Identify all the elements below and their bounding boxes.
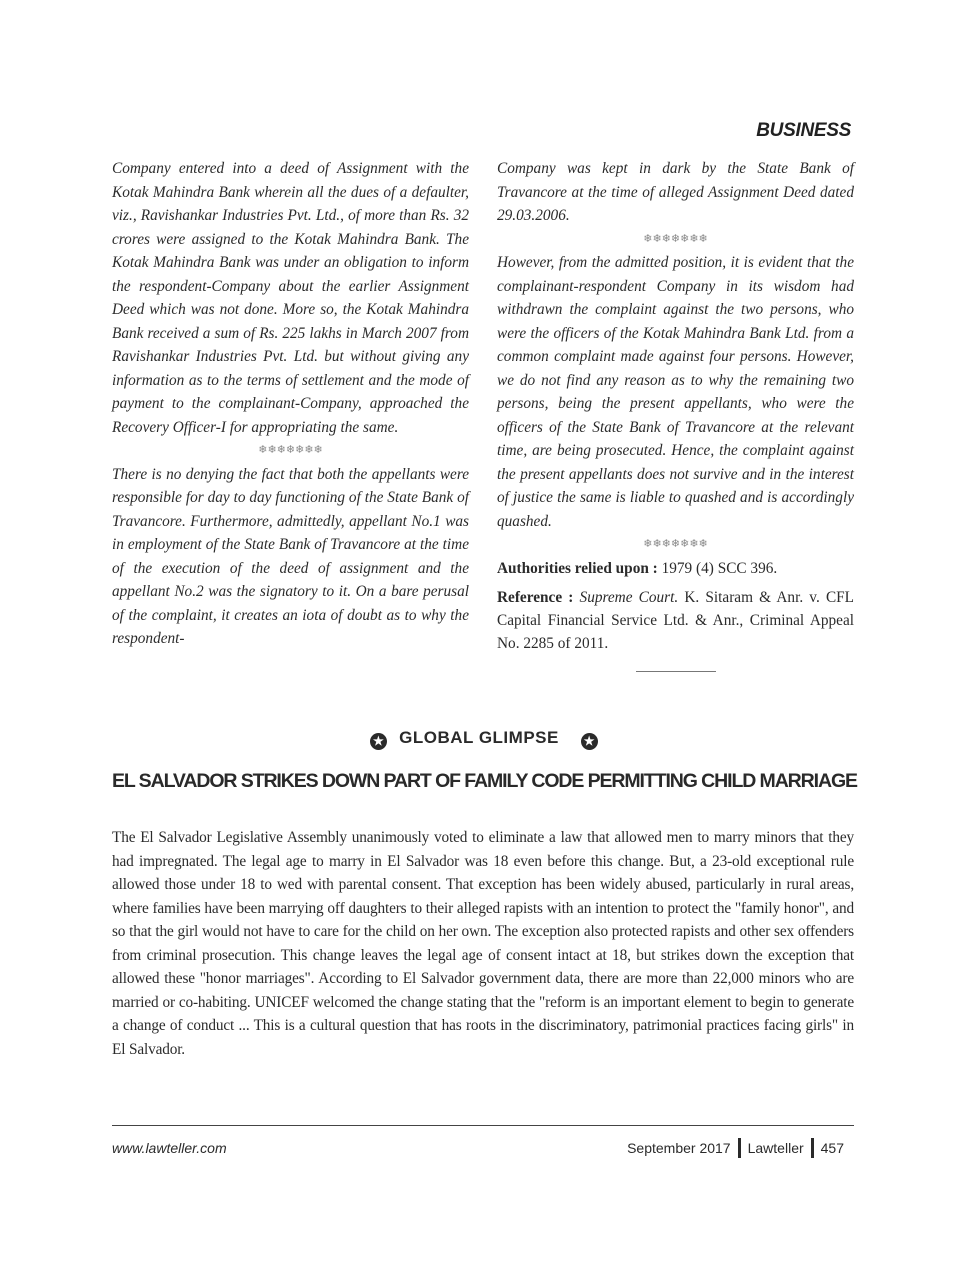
separator-ornament: ❄❄❄❄❄❄❄ bbox=[643, 232, 708, 245]
footer-separator-bar bbox=[738, 1138, 741, 1158]
section-label: BUSINESS bbox=[756, 120, 851, 141]
article-headline: EL SALVADOR STRIKES DOWN PART OF FAMILY CODE PERMITTING CHILD MARRIAGE bbox=[112, 770, 857, 792]
reference-value: K. Sitaram & Anr. v. CFL Capital Financial Service Ltd. & Anr., Criminal Appeal No. 2285 of 2011. bbox=[497, 588, 855, 652]
left-paragraph-2: There is no denying the fact that both the appellants were responsible for day to day functioning of the State Bank of Travancore. Furthermore, admittedly, appellant No.1 was in employment of the State Bank of Travancore at the time of the execution of the deed of assignment and the appellant No.2 was the signatory to it. On a bare perusal of the complaint, it creates an iota of doubt as to why the respondent- bbox=[112, 465, 469, 647]
global-glimpse-banner bbox=[0, 728, 968, 750]
star-icon: ★ bbox=[581, 733, 598, 750]
right-column bbox=[497, 157, 854, 672]
authorities-label: Authorities relied upon : bbox=[497, 559, 658, 577]
footer-issue-info bbox=[627, 1138, 844, 1158]
separator-ornament: ❄❄❄❄❄❄❄ bbox=[258, 444, 323, 456]
article-body: The El Salvador Legislative Assembly unanimously voted to eliminate a law that allowed men to marry minors that they had impregnated. The legal age to marry in El Salvador was 18 even before this change. But, a 23-old exceptional rule allowed those under 18 to wed with parental consent. That exception has been widely abused, particularly in rural areas, where families have been marrying off daughters to their alleged rapists with an intention to protect the "family honor", and so that the girl would not have to care for the child on her own. The exception also protected rapists and other sex offenders from criminal prosecution. This change leaves the legal age of consent intact at 18, but strikes down the exception that allowed these "honor marriages". According to El Salvador government data, there are more than 22,000 minors who are married or co-habiting. UNICEF welcomed the change stating that the "reform is an important element to begin to generate a change of conduct ... This is a cultural question that has roots in the discriminatory, patrimonial practices facing girls" in El Salvador. bbox=[112, 829, 854, 1058]
star-icon: ★ bbox=[370, 733, 387, 750]
authorities-value: 1979 (4) SCC 396. bbox=[661, 559, 778, 577]
left-paragraph-1: Company entered into a deed of Assignment with the Kotak Mahindra Bank wherein all the dues of a defaulter, viz., Ravishankar Industries Pvt. Ltd., of more than Rs. 32 crores were assigned to the Kotak Mahindra Bank. The Kotak Mahindra Bank was under an obligation to inform the respondent-Company about the earlier Assignment Deed which was not done. More so, the Kotak Mahindra Bank received a sum of Rs. 225 lakhs in March 2007 from Ravishankar Industries Pvt. Ltd. but without giving any information as to the terms of settlement and the mode of payment to the complainant-Company, approached the Recovery Officer-I for appropriating the same. bbox=[112, 160, 469, 436]
page-number: 457 bbox=[820, 1140, 844, 1156]
issue-date: September 2017 bbox=[627, 1140, 731, 1156]
two-column-body bbox=[112, 157, 854, 672]
global-glimpse-title: GLOBAL GLIMPSE bbox=[399, 728, 559, 747]
page-footer bbox=[112, 1138, 854, 1158]
left-column bbox=[112, 157, 469, 672]
footer-separator-bar bbox=[811, 1138, 814, 1158]
reference-court: Supreme Court. bbox=[579, 588, 679, 606]
publication-name: Lawteller bbox=[747, 1140, 804, 1156]
separator-ornament: ❄❄❄❄❄❄❄ bbox=[643, 538, 708, 550]
footer-divider bbox=[112, 1125, 854, 1126]
reference bbox=[497, 586, 854, 655]
end-of-article-rule bbox=[636, 671, 716, 672]
right-paragraph-2: However, from the admitted position, it is evident that the complainant-respondent Company in its wisdom had withdrawn the complaint against the two persons, who were the officers of the Kotak Mahindra Bank Ltd. from a common complaint made against four persons. However, we do not find any reason as to why the remaining two persons, being the present appellants, who were the officers of the State Bank of Travancore at the relevant time, are being prosecuted. Hence, the complaint against the present appellants does not survive and in the interest of justice the same is liable to quashed and is accordingly quashed. bbox=[497, 254, 854, 530]
website-link[interactable]: www.lawteller.com bbox=[112, 1140, 227, 1156]
reference-label: Reference : bbox=[497, 588, 574, 606]
right-paragraph-1: Company was kept in dark by the State Bank of Travancore at the time of alleged Assignment Deed dated 29.03.2006. bbox=[497, 160, 854, 224]
authorities-relied-upon bbox=[497, 557, 854, 580]
